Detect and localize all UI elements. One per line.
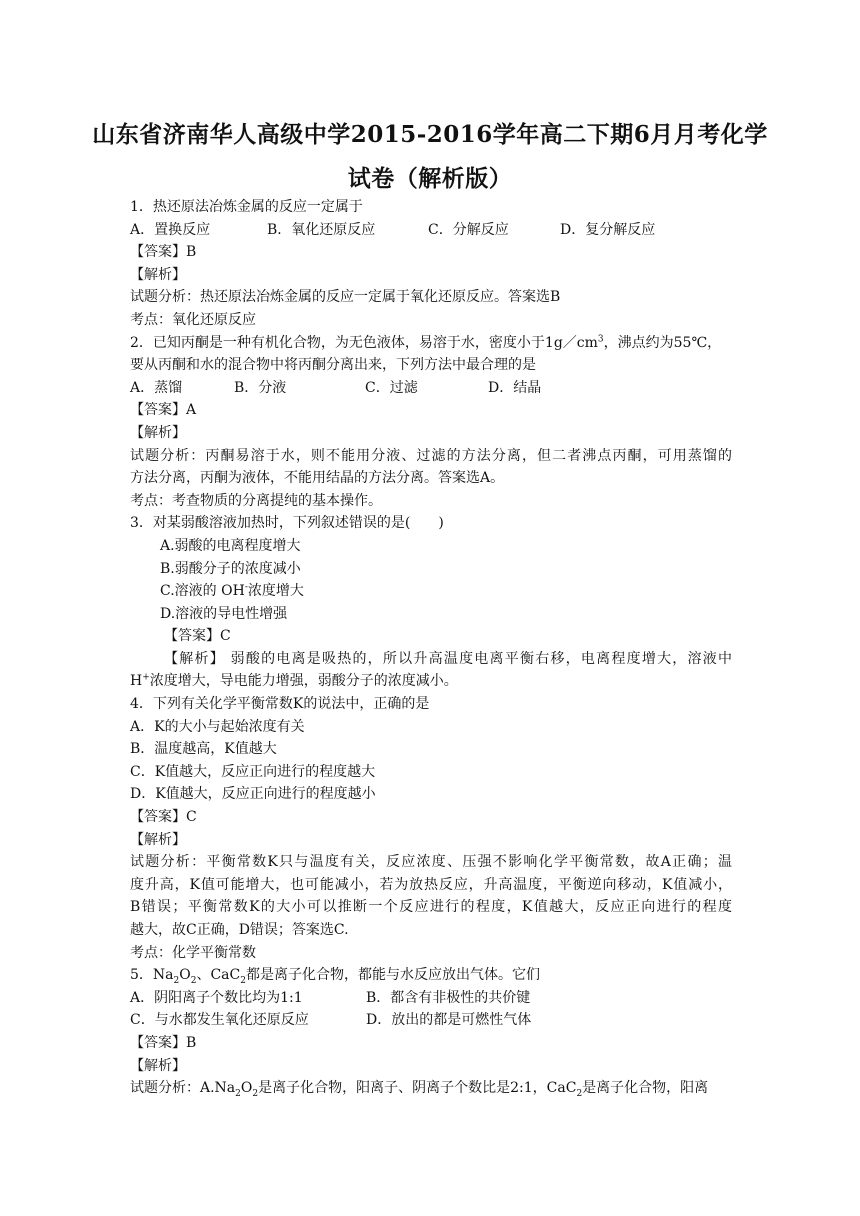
document-title-line-2: 试卷（解析版） xyxy=(347,165,513,192)
q3-option-c: C.溶液的 OH-浓度增大 xyxy=(160,582,304,600)
q2-option-d: D．结晶 xyxy=(488,379,542,396)
q1-point: 考点：氧化还原反应 xyxy=(130,311,256,328)
q5-option-a: A．阴阳离子个数比均为1:1 xyxy=(130,989,303,1006)
document-title-line-1: 山东省济南华人高级中学2015-2016学年高二下期6月月考化学 xyxy=(92,121,768,148)
q5-stem: 5．$Na_2O_2$、CaC$_2$都是离子化合物，都能与水反应放出气体。它们 xyxy=(130,967,540,986)
q1-analysis-tag: 【解析】 xyxy=(130,266,186,283)
q1-option-c: C．分解反应 xyxy=(428,221,509,238)
q2-analysis-tag: 【解析】 xyxy=(130,424,186,441)
q1-answer: 【答案】B xyxy=(130,244,197,261)
q2-option-b: B．分液 xyxy=(234,379,287,396)
q4-answer: 【答案】C xyxy=(130,809,197,826)
q2-analysis-line-2: 方法分离，丙酮为液体，不能用结晶的方法分离。答案选A。 xyxy=(130,470,505,487)
q4-option-d: D．K值越大，反应正向进行的程度越小 xyxy=(130,786,376,803)
q3-answer: 【答案】C xyxy=(164,628,231,645)
q3-option-d: D.溶液的导电性增强 xyxy=(160,605,288,622)
q5-options-row-1 xyxy=(130,987,732,1010)
q5-answer: 【答案】B xyxy=(130,1034,197,1051)
q5-option-b: B．都含有非极性的共价键 xyxy=(366,989,531,1006)
q5-option-c: C．与水都发生氧化还原反应 xyxy=(130,1012,309,1029)
q1-analysis: 试题分析：热还原法冶炼金属的反应一定属于氧化还原反应。答案选B xyxy=(130,289,561,306)
q4-analysis-tag: 【解析】 xyxy=(130,831,186,848)
q5-options-row-2 xyxy=(130,1009,732,1032)
q3-option-a: A.弱酸的电离程度增大 xyxy=(160,537,301,554)
q3-analysis-line-2: H+浓度增大，导电能力增强，弱酸分子的浓度减小。 xyxy=(130,672,458,690)
q4-analysis-line-1: 试题分析：平衡常数K只与温度有关，反应浓度、压强不影响化学平衡常数，故A正确；温 xyxy=(130,854,732,871)
q4-option-a: A．K的大小与起始浓度有关 xyxy=(130,718,305,735)
q2-option-c: C．过滤 xyxy=(365,379,418,396)
q3-analysis-line-1: 【解析】 弱酸的电离是吸热的，所以升高温度电离平衡右移，电离程度增大，溶液中 xyxy=(164,650,732,667)
q1-options xyxy=(130,219,732,242)
q3-option-b: B.弱酸分子的浓度减小 xyxy=(160,560,301,577)
q4-analysis-line-2: 度升高，K值可能增大，也可能减小，若为放热反应，升高温度，平衡逆向移动，K值减小， xyxy=(130,876,732,893)
q4-option-c: C．K值越大，反应正向进行的程度越大 xyxy=(130,763,376,780)
q2-point: 考点：考查物质的分离提纯的基本操作。 xyxy=(130,492,382,509)
q5-analysis-tag: 【解析】 xyxy=(130,1057,186,1074)
q1-option-b: B．氧化还原反应 xyxy=(267,221,376,238)
q2-answer: 【答案】A xyxy=(130,402,197,419)
q4-analysis-line-4: 越大，故C正确，D错误；答案选C. xyxy=(130,922,349,938)
q2-stem-line-1: 2．已知丙酮是一种有机化合物，为无色液体，易溶于水，密度小于$1g/cm^3$，沸点约为55℃， xyxy=(130,333,722,351)
q3-stem: 3．对某弱酸溶液加热时，下列叙述错误的是( ) xyxy=(130,515,444,532)
q2-analysis-line-1: 试题分析：丙酮易溶于水，则不能用分液、过滤的方法分离，但二者沸点丙酮，可用蒸馏的 xyxy=(130,447,732,464)
q2-option-a: A．蒸馏 xyxy=(130,379,183,396)
q4-stem: 4．下列有关化学平衡常数K的说法中，正确的是 xyxy=(130,696,430,713)
q4-point: 考点：化学平衡常数 xyxy=(130,944,256,961)
q1-option-a: A．置换反应 xyxy=(130,221,211,238)
q2-stem-line-2: 要从丙酮和水的混合物中将丙酮分离出来，下列方法中最合理的是 xyxy=(130,357,536,374)
q5-analysis-line-1: 试题分析：$A.Na_2O_2$是离子化合物，阳离子、阴离子个数比是2:1，CaC$_2$是离子化合物，阳离 xyxy=(130,1080,709,1099)
q4-analysis-line-3: B错误；平衡常数K的大小可以推断一个反应进行的程度，K值越大，反应正向进行的程度 xyxy=(130,899,732,916)
q1-option-d: D．复分解反应 xyxy=(560,221,656,238)
q5-option-d: D．放出的都是可燃性气体 xyxy=(366,1012,532,1029)
q4-option-b: B．温度越高，K值越大 xyxy=(130,741,277,758)
q1-stem: 1．热还原法冶炼金属的反应一定属于 xyxy=(130,199,363,215)
q2-options xyxy=(130,377,732,400)
document-body xyxy=(130,196,732,1100)
